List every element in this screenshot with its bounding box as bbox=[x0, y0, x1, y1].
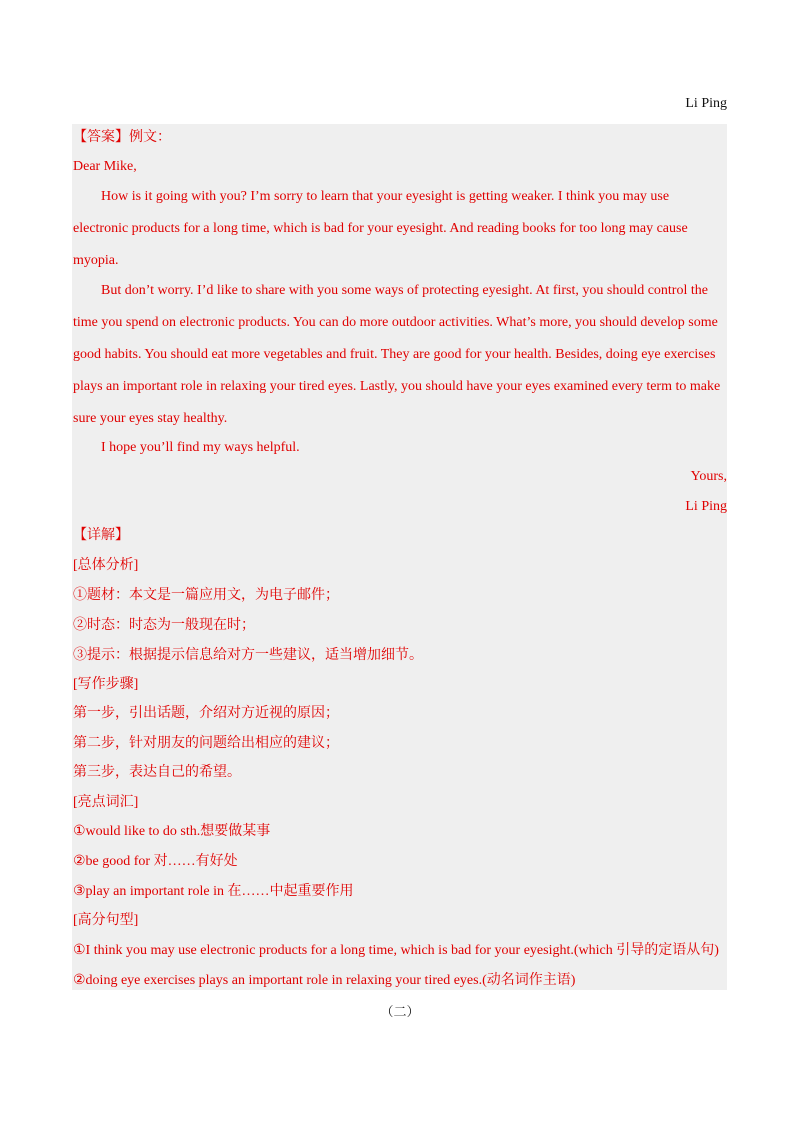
letter-paragraph-1-line-2: electronic products for a long time, which is bad for your eyesight. And reading books for too long may cause bbox=[73, 221, 688, 236]
writing-steps-title: [写作步骤] bbox=[73, 677, 139, 692]
letter-paragraph-1-line-1: How is it going with you? I’m sorry to learn that your eyesight is getting weaker. I think you may use bbox=[101, 189, 670, 204]
letter-paragraph-3: I hope you’ll find my ways helpful. bbox=[101, 440, 300, 455]
letter-paragraph-2-line-1: But don’t worry. I’d like to share with you some ways of protecting eyesight. At first, you should control the bbox=[101, 283, 708, 298]
overall-analysis-item: ②时态：时态为一般现在时； bbox=[73, 618, 255, 633]
letter-paragraph-1-line-3: myopia. bbox=[73, 253, 119, 268]
highlight-vocab-item: ③play an important role in 在……中起重要作用 bbox=[73, 884, 354, 899]
overall-analysis-item: ①题材：本文是一篇应用文，为电子邮件； bbox=[73, 588, 339, 603]
letter-closing: Yours, bbox=[690, 469, 727, 484]
answer-header: 【答案】例文： bbox=[73, 130, 171, 145]
section-number: （二） bbox=[380, 1004, 420, 1019]
highlight-vocab-title: [亮点词汇] bbox=[73, 795, 139, 810]
letter-paragraph-2-line-4: plays an important role in relaxing your tired eyes. Lastly, you should have your eyes examined every term to make bbox=[73, 379, 721, 394]
letter-paragraph-2-line-5: sure your eyes stay healthy. bbox=[73, 411, 228, 426]
writing-step-item: 第二步，针对朋友的问题给出相应的建议； bbox=[73, 736, 339, 751]
overall-analysis-title: [总体分析] bbox=[73, 558, 139, 573]
sentence-pattern-item: ②doing eye exercises plays an important role in relaxing your tired eyes.(动名词作主语) bbox=[73, 973, 576, 988]
top-signature: Li Ping bbox=[685, 96, 727, 111]
sentence-pattern-item: ①I think you may use electronic products for a long time, which is bad for your eyesight.(which 引导的定语从句) bbox=[73, 943, 719, 958]
letter-signature: Li Ping bbox=[685, 499, 727, 514]
highlight-vocab-item: ①would like to do sth.想要做某事 bbox=[73, 824, 271, 839]
letter-paragraph-2-line-2: time you spend on electronic products. You can do more outdoor activities. What’s more, you should develop some bbox=[73, 315, 718, 330]
highlight-vocab-item: ②be good for 对……有好处 bbox=[73, 854, 238, 869]
overall-analysis-item: ③提示：根据提示信息给对方一些建议，适当增加细节。 bbox=[73, 648, 423, 663]
writing-step-item: 第一步，引出话题，介绍对方近视的原因； bbox=[73, 706, 339, 721]
letter-greeting: Dear Mike, bbox=[73, 159, 137, 174]
writing-step-item: 第三步，表达自己的希望。 bbox=[73, 765, 241, 780]
explanation-header: 【详解】 bbox=[73, 528, 129, 543]
letter-paragraph-2-line-3: good habits. You should eat more vegetables and fruit. They are good for your health. Besides, doing eye exercises bbox=[73, 347, 716, 362]
sentence-patterns-title: [高分句型] bbox=[73, 913, 139, 928]
